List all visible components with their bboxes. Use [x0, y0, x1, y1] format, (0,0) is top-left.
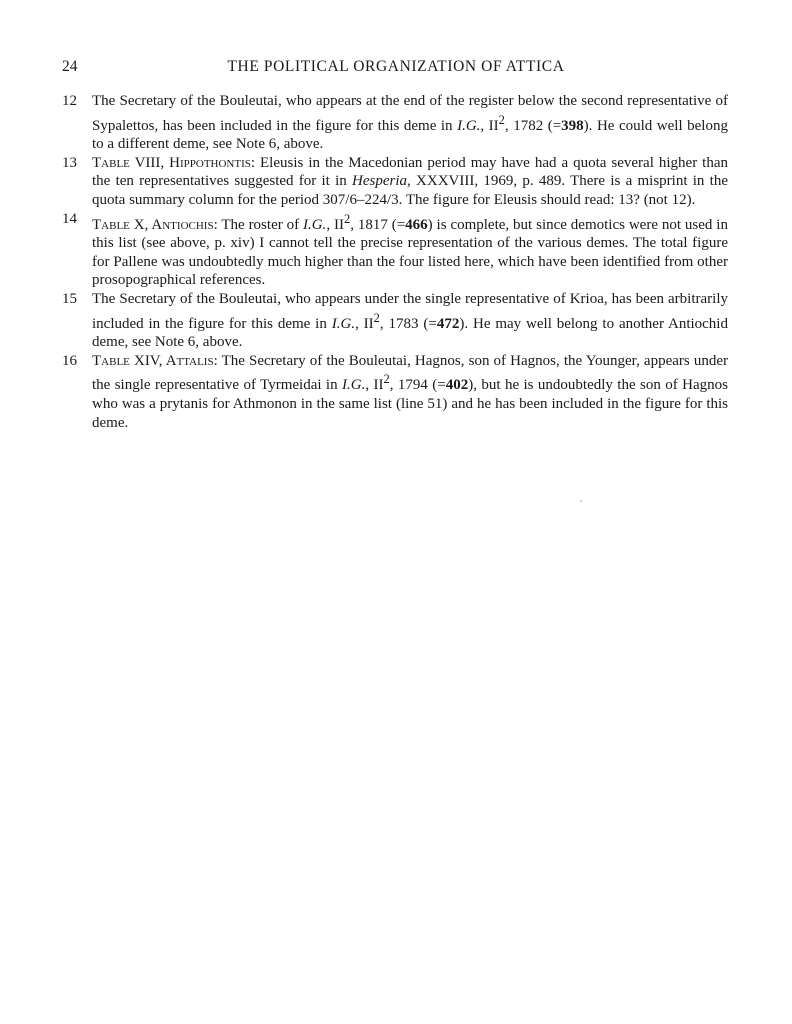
table-label: Table XIV, Attalis [92, 352, 214, 369]
inscription-abbrev: I.G. [302, 216, 327, 233]
footnotes-list [62, 92, 728, 432]
footnote-number: 15 [62, 290, 77, 307]
text-run: The Secretary of the Bouleutai, who appears under the single representative of Krioa, has been arbitrarily included in the figure for this deme in [92, 290, 728, 332]
text-run: , II [365, 377, 384, 394]
catalog-reference: 398 [561, 117, 584, 134]
catalog-reference: 472 [436, 315, 460, 332]
footnote-number: 14 [62, 210, 77, 227]
text-run: ). He could well belong to a different deme, see Note 6, above. [92, 117, 728, 153]
footnote-text [92, 154, 728, 210]
catalog-reference: 466 [405, 216, 428, 233]
footnote-number: 12 [62, 93, 77, 109]
footnote-14 [62, 210, 728, 290]
text-run: , II [355, 315, 374, 332]
footnote-13 [62, 154, 728, 210]
superscript: 2 [498, 112, 505, 127]
text-run: , II [326, 216, 344, 233]
text-run: The Secretary of the Bouleutai, who appears at the end of the register below the second representative of Sypalettos, has been included in the figure for this deme in [92, 93, 728, 134]
footnote-16 [62, 352, 728, 432]
text-run: ), but he is undoubtedly the son of Hagnos who was a prytanis for Athmonon in the same list (line 51) and he has been included in the figure for this deme. [92, 377, 728, 431]
text-run: , 1783 (= [379, 315, 437, 332]
footnote-number: 16 [62, 352, 77, 369]
inscription-abbrev: I.G. [331, 315, 356, 332]
catalog-reference: 402 [445, 377, 469, 394]
footnote-15 [62, 290, 728, 352]
page-header [62, 58, 730, 80]
page-number: 24 [62, 58, 78, 75]
table-label: Table X, Antiochis [92, 216, 214, 233]
text-run: , 1817 (= [350, 216, 406, 233]
text-run: , 1782 (= [504, 117, 562, 134]
inscription-abbrev: I.G. [457, 117, 481, 134]
text-run: , XXXVIII, 1969, p. 489. There is a misprint in the quota summary column for the period 307/6–224/3. The figure for Eleusis should read: 13? (not 12). [92, 173, 728, 208]
footnote-12 [62, 92, 728, 154]
superscript: 2 [373, 310, 380, 325]
text-run: , II [480, 117, 499, 134]
text-run: : The roster of [213, 216, 303, 233]
journal-title: Hesperia [352, 173, 408, 190]
text-run: ). He may well belong to another Antiochid deme, see Note 6, above. [92, 315, 728, 351]
scan-speck [580, 500, 582, 502]
superscript: 2 [343, 211, 351, 226]
text-run: : Eleusis in the Macedonian period may have had a quota several higher than the ten representatives suggested for it in [92, 154, 728, 190]
footnote-text [92, 210, 728, 290]
running-title: THE POLITICAL ORGANIZATION OF ATTICA [227, 58, 565, 75]
text-run: ) is complete, but since demotics were not used in this list (see above, p. xiv) I cannot tell the precise representation of the various demes. The total figure for Pallene was undoubtedly much higher than the four listed here, which have been identified from other prosopographical references. [92, 216, 728, 289]
table-label: Table VIII, Hippothontis [92, 154, 251, 171]
footnote-text [92, 92, 728, 154]
text-run: : The Secretary of the Bouleutai, Hagnos, son of Hagnos, the Younger, appears under the single representative of Tyrmeidai in [92, 352, 728, 394]
text-run: , 1794 (= [389, 377, 446, 394]
footnote-number: 13 [62, 154, 77, 171]
inscription-abbrev: I.G. [342, 377, 366, 394]
superscript: 2 [383, 372, 390, 387]
footnote-text [92, 352, 728, 432]
footnote-text [92, 290, 728, 352]
